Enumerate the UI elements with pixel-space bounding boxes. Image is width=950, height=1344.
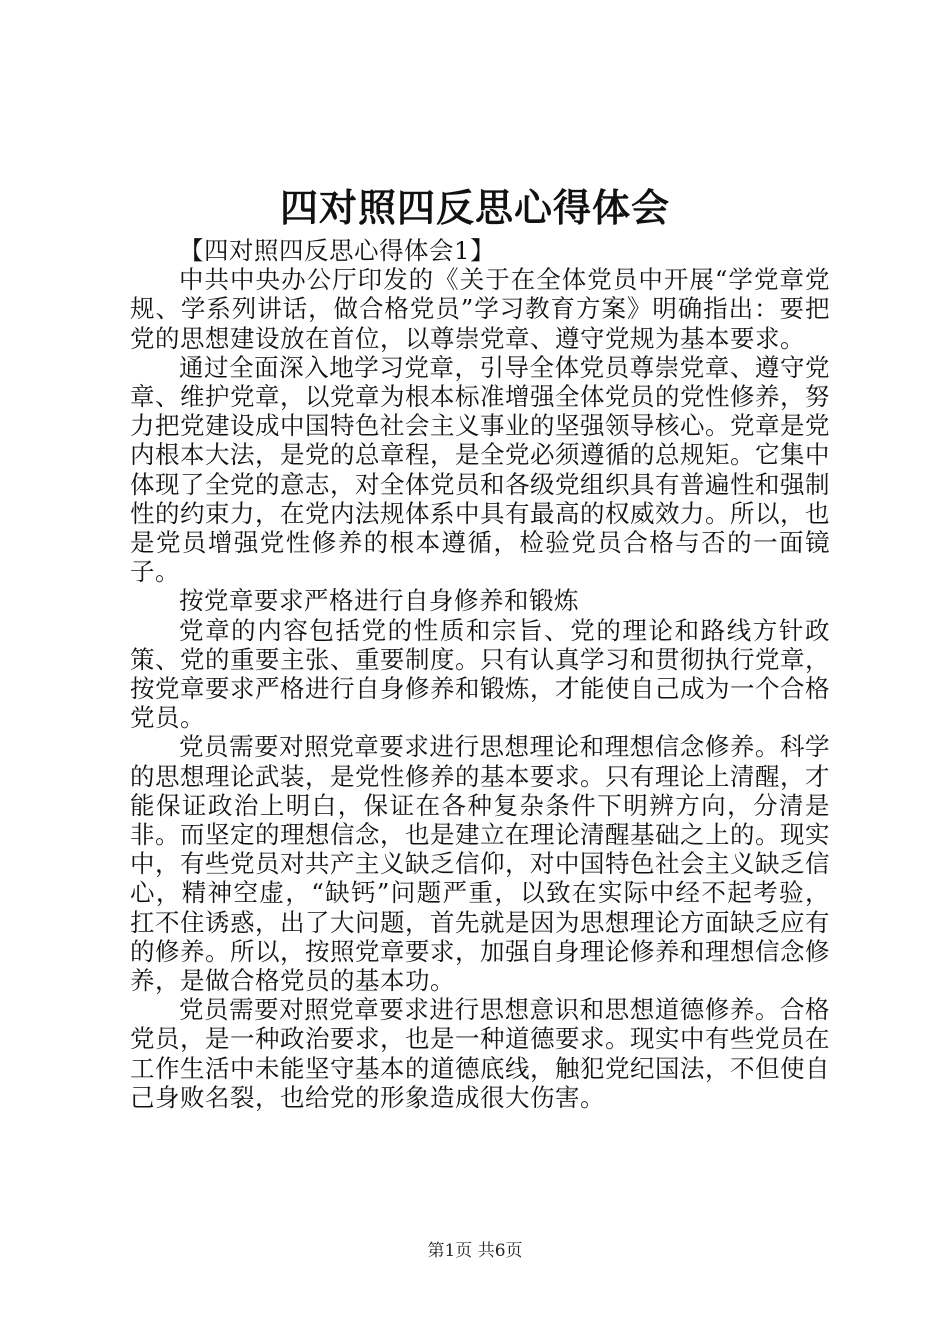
document-title: 四对照四反思心得体会: [279, 185, 670, 230]
subheading: 按党章要求严格进行自身修养和锻炼: [179, 586, 579, 616]
paragraph: 党员需要对照党章要求进行思想理论和理想信念修养。科学的思想理论武装，是党性修养的基本要求。只有理论上清醒，才能保证政治上明白，保证在各种复杂条件下明辨方向，分清是非。而坚定的理想信念，也是建立在理论清醒基础之上的。现实中，有些党员对共产主义缺乏信仰，对中国特色社会主义缺乏信心，精神空虚，“缺钙”问题严重，以致在实际中经不起考验，扛不住诱惑，出了大问题，首先就是因为思想理论方面缺乏应有的修养。所以，按照党章要求，加强自身理论修养和理想信念修养，是做合格党员的基本功。: [130, 732, 830, 996]
paragraph: 党员需要对照党章要求进行思想意识和思想道德修养。合格党员，是一种政治要求，也是一种道德要求。现实中有些党员在工作生活中未能坚守基本的道德底线，触犯党纪国法，不但使自己身败名裂，也给党的形象造成很大伤害。: [130, 995, 830, 1112]
section-heading: 【四对照四反思心得体会1】: [179, 236, 496, 265]
paragraph: 中共中央办公厅印发的《关于在全体党员中开展“学党章党规、学系列讲话，做合格党员”学习教育方案》明确指出：要把党的思想建设放在首位，以尊崇党章、遵守党规为基本要求。: [130, 265, 830, 353]
paragraph: 党章的内容包括党的性质和宗旨、党的理论和路线方针政策、党的重要主张、重要制度。只有认真学习和贯彻执行党章，按党章要求严格进行自身修养和锻炼，才能使自己成为一个合格党员。: [130, 615, 830, 733]
document-body: [130, 236, 830, 1112]
page-number-footer: 第1页 共6页: [427, 1241, 523, 1261]
paragraph: 通过全面深入地学习党章，引导全体党员尊崇党章、遵守党章、维护党章，以党章为根本标准增强全体党员的党性修养，努力把党建设成中国特色社会主义事业的坚强领导核心。党章是党内根本大法，是党的总章程，是全党必须遵循的总规矩。它集中体现了全党的意志，对全体党员和各级党组织具有普遍性和强制性的约束力，在党内法规体系中具有最高的权威效力。所以，也是党员增强党性修养的根本遵循，检验党员合格与否的一面镜子。: [130, 352, 830, 587]
